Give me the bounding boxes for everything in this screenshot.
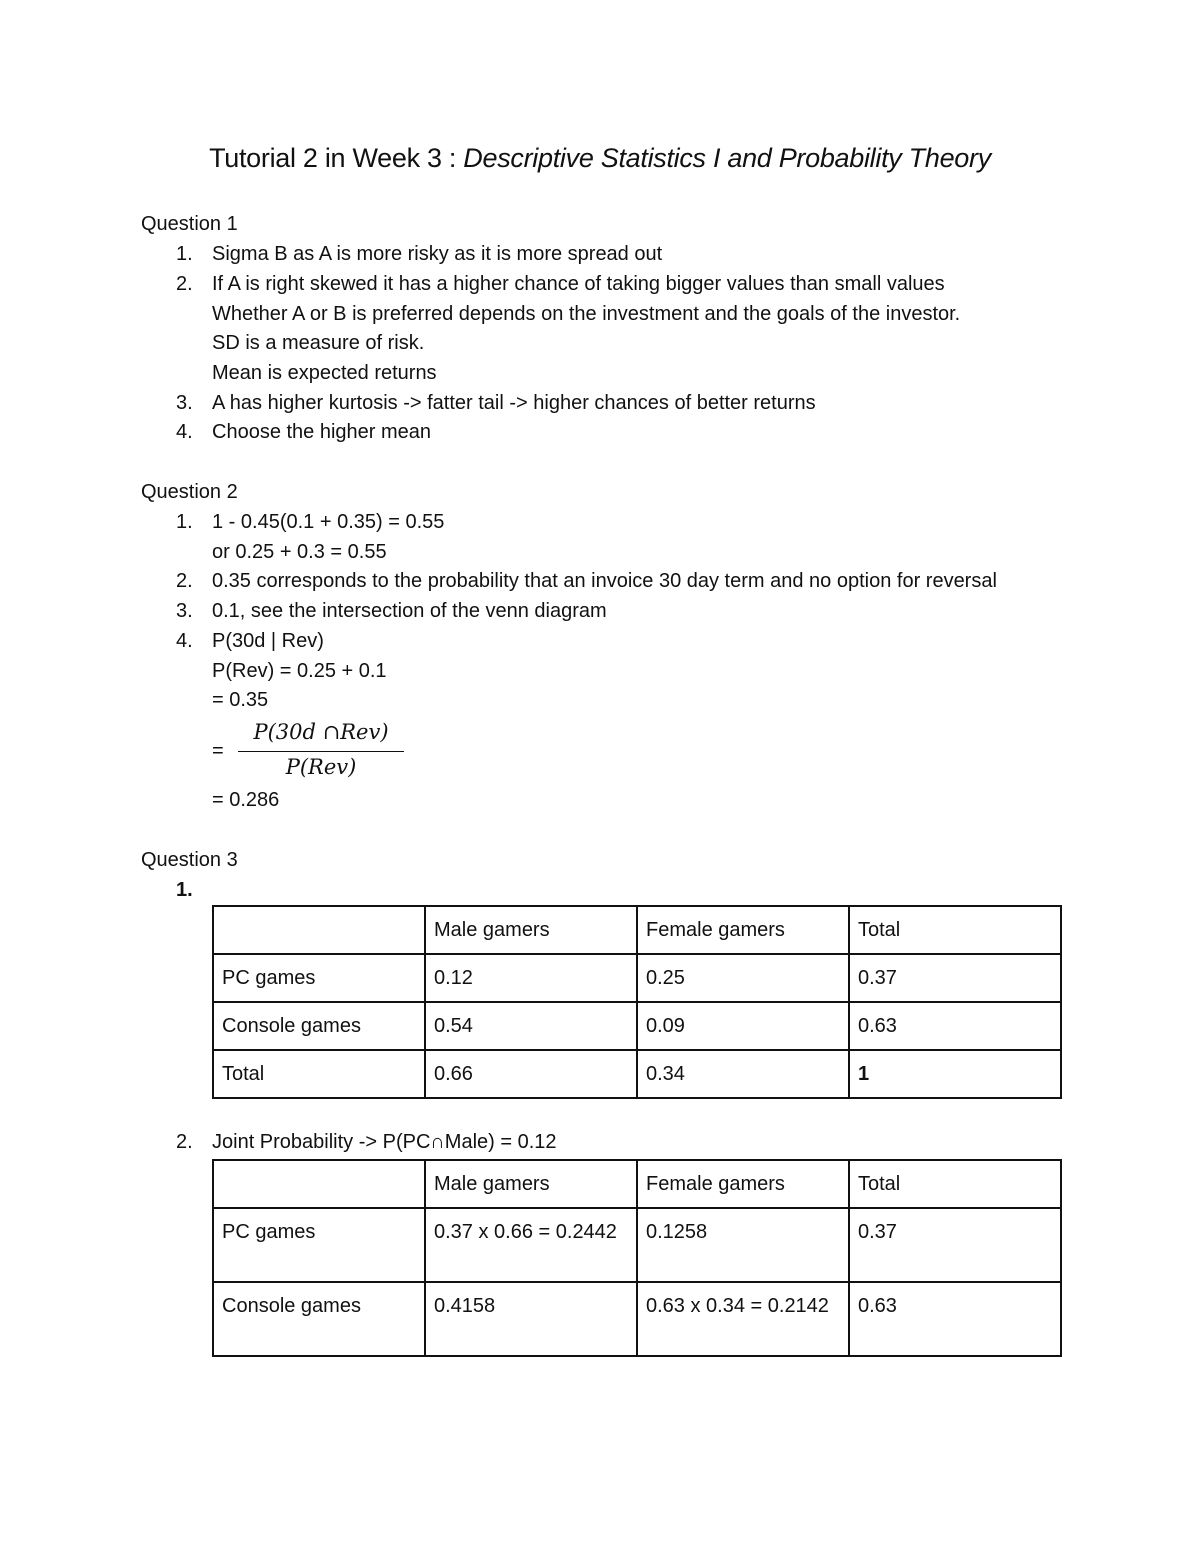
- probability-table-2: [212, 1159, 1062, 1357]
- q1-item-3-line-1: A has higher kurtosis -> fatter tail -> higher chances of better returns: [212, 392, 816, 414]
- table-cell: Console games: [213, 1002, 425, 1050]
- q1-item-3-number: 3.: [176, 392, 193, 414]
- table-1-header-cell: Male gamers: [425, 906, 637, 954]
- q2-item-4-line-1: P(30d | Rev): [212, 630, 324, 652]
- fraction-denominator: P(Rev): [285, 755, 357, 779]
- table-row: [213, 1050, 1061, 1098]
- q2-item-1-number: 1.: [176, 511, 193, 533]
- q1-item-2-line-1: If A is right skewed it has a higher chance of taking bigger values than small values: [212, 273, 945, 295]
- table-2-header-cell: Total: [849, 1160, 1061, 1208]
- q2-item-3-number: 3.: [176, 600, 193, 622]
- q3-item-1-number: 1.: [176, 879, 193, 901]
- table-cell: 0.12: [425, 954, 637, 1002]
- table-2-header-row: [213, 1160, 1061, 1208]
- question-3-heading: Question 3: [141, 849, 238, 871]
- table-cell: 0.37: [849, 954, 1061, 1002]
- table-cell: 0.25: [637, 954, 849, 1002]
- table-row: [213, 1282, 1061, 1356]
- fraction-numerator: P(30d ∩Rev): [253, 720, 389, 744]
- table-cell: 0.37 x 0.66 = 0.2442: [425, 1208, 637, 1282]
- conditional-probability-fraction: [212, 720, 412, 784]
- table-cell: 0.63: [849, 1002, 1061, 1050]
- table-cell: Total: [213, 1050, 425, 1098]
- q2-item-4-result: = 0.286: [212, 789, 280, 811]
- table-2-header-cell: Female gamers: [637, 1160, 849, 1208]
- table-cell: 0.1258: [637, 1208, 849, 1282]
- page-title: [0, 143, 1200, 174]
- fraction-equals: =: [212, 740, 224, 762]
- q1-item-2-line-2: Whether A or B is preferred depends on the investment and the goals of the investor.: [212, 303, 961, 325]
- table-cell: 0.63: [849, 1282, 1061, 1356]
- table-cell: 0.37: [849, 1208, 1061, 1282]
- table-cell: 0.63 x 0.34 = 0.2142: [637, 1282, 849, 1356]
- fraction-bar: [238, 751, 404, 752]
- q2-item-4-number: 4.: [176, 630, 193, 652]
- table-cell: 0.54: [425, 1002, 637, 1050]
- q1-item-2-line-4: Mean is expected returns: [212, 362, 437, 384]
- title-italic: Descriptive Statistics I and Probability Theory: [463, 143, 991, 173]
- q3-item-2-line-1: Joint Probability -> P(PC∩Male) = 0.12: [212, 1131, 557, 1153]
- q2-item-2-line-1: 0.35 corresponds to the probability that an invoice 30 day term and no option for reversal: [212, 570, 997, 592]
- table-cell: PC games: [213, 1208, 425, 1282]
- q3-item-2-number: 2.: [176, 1131, 193, 1153]
- table-row: [213, 1002, 1061, 1050]
- q2-item-4-line-3: = 0.35: [212, 689, 269, 711]
- table-1-header-row: [213, 906, 1061, 954]
- title-plain: Tutorial 2 in Week 3 :: [209, 143, 464, 173]
- table-cell: 0.34: [637, 1050, 849, 1098]
- q2-item-1-line-1: 1 - 0.45(0.1 + 0.35) = 0.55: [212, 511, 445, 533]
- q1-item-2-line-3: SD is a measure of risk.: [212, 332, 425, 354]
- probability-table-1: [212, 905, 1062, 1099]
- q1-item-4-number: 4.: [176, 421, 193, 443]
- table-1-header-cell: [213, 906, 425, 954]
- table-cell: Console games: [213, 1282, 425, 1356]
- table-cell: PC games: [213, 954, 425, 1002]
- table-2-header-cell: [213, 1160, 425, 1208]
- table-cell: 0.4158: [425, 1282, 637, 1356]
- q2-item-4-line-2: P(Rev) = 0.25 + 0.1: [212, 660, 387, 682]
- table-cell-grand-total: 1: [849, 1050, 1061, 1098]
- table-1-header-cell: Total: [849, 906, 1061, 954]
- q1-item-4-line-1: Choose the higher mean: [212, 421, 432, 443]
- table-1-header-cell: Female gamers: [637, 906, 849, 954]
- table-row: [213, 954, 1061, 1002]
- q2-item-2-number: 2.: [176, 570, 193, 592]
- question-2-heading: Question 2: [141, 481, 238, 503]
- question-1-heading: Question 1: [141, 213, 238, 235]
- table-2-header-cell: Male gamers: [425, 1160, 637, 1208]
- q2-item-3-line-1: 0.1, see the intersection of the venn diagram: [212, 600, 607, 622]
- q2-item-1-line-2: or 0.25 + 0.3 = 0.55: [212, 541, 387, 563]
- table-cell: 0.09: [637, 1002, 849, 1050]
- table-row: [213, 1208, 1061, 1282]
- q1-item-2-number: 2.: [176, 273, 193, 295]
- q1-item-1-line-1: Sigma B as A is more risky as it is more spread out: [212, 243, 663, 265]
- table-cell: 0.66: [425, 1050, 637, 1098]
- q1-item-1-number: 1.: [176, 243, 193, 265]
